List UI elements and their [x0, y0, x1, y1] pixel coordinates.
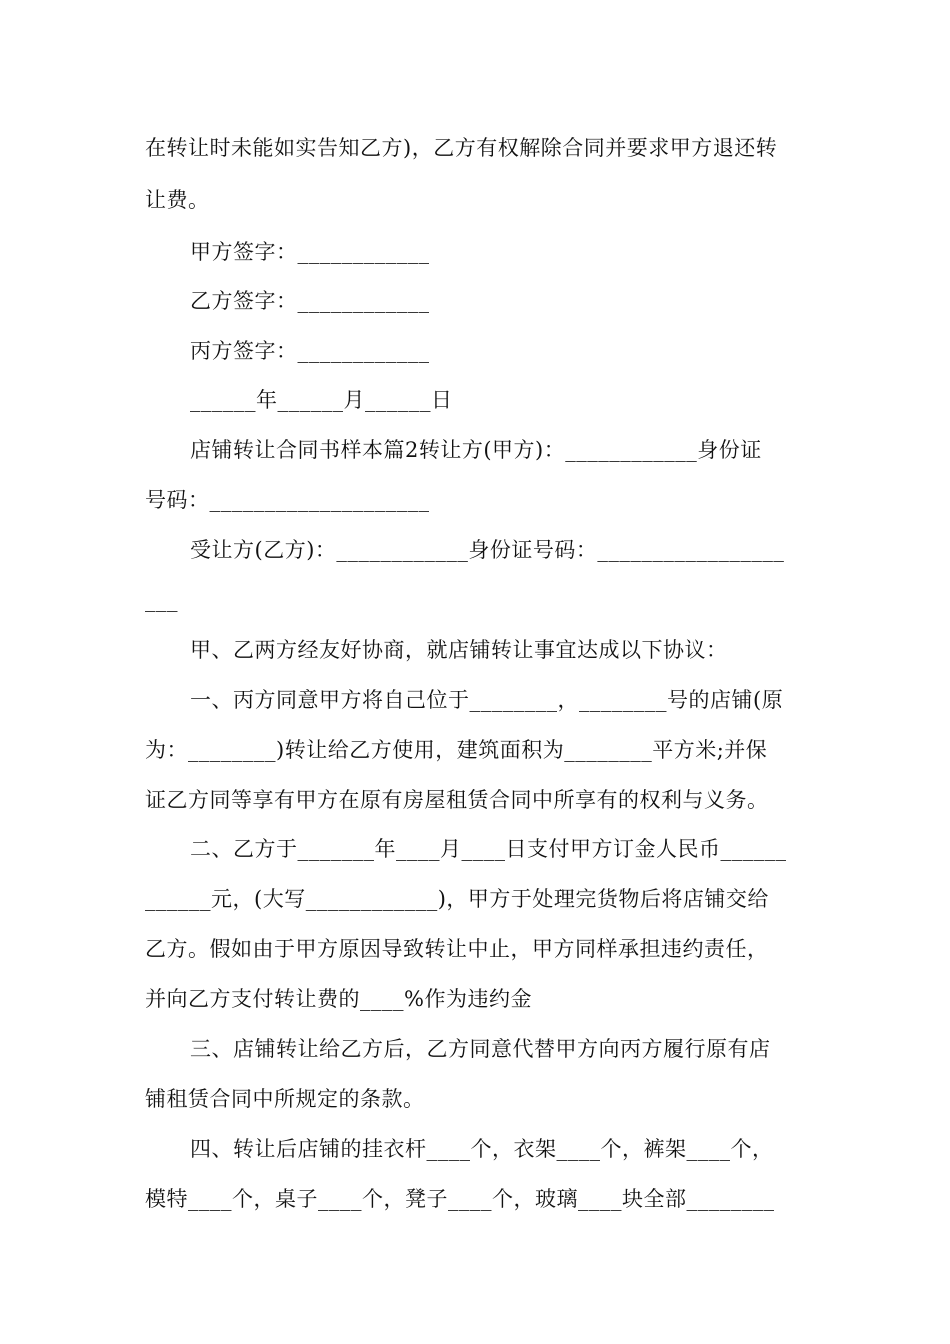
clause-2-line: 乙方。假如由于甲方原因导致转让中止，甲方同样承担违约责任，: [145, 937, 769, 961]
clause-3-line: 三、店铺转让给乙方后，乙方同意代替甲方向丙方履行原有店: [190, 1037, 771, 1061]
clause-1-line: 为：________)转让给乙方使用，建筑面积为________平方米;并保: [145, 738, 768, 762]
body-text-line: 让费。: [145, 188, 210, 212]
party-a-signature-line: 甲方签字：____________: [190, 240, 430, 264]
clause-4-line: 四、转让后店铺的挂衣杆____个，衣架____个，裤架____个，: [190, 1137, 774, 1161]
party-c-signature-line: 丙方签字：____________: [190, 339, 430, 363]
clause-2-line: 并向乙方支付转让费的____%作为违约金: [145, 987, 532, 1011]
clause-4-line: 模特____个，桌子____个，凳子____个，玻璃____块全部________: [145, 1187, 775, 1211]
transferee-line: 受让方(乙方)：____________身份证号码：_________________: [190, 538, 785, 562]
body-text-line: 在转让时未能如实告知乙方)，乙方有权解除合同并要求甲方退还转: [145, 136, 778, 160]
body-text-line: 号码：____________________: [145, 488, 430, 512]
section-heading-line: 店铺转让合同书样本篇2转让方(甲方)：____________身份证: [190, 438, 762, 462]
date-line: ______年______月______日: [190, 388, 453, 412]
agreement-intro: 甲、乙两方经友好协商，就店铺转让事宜达成以下协议：: [190, 638, 728, 662]
party-b-signature-line: 乙方签字：____________: [190, 289, 430, 313]
clause-1-line: 一、丙方同意甲方将自己位于________，________号的店铺(原: [190, 688, 784, 712]
clause-2-line: ______元，(大写____________)，甲方于处理完货物后将店铺交给: [145, 887, 769, 911]
clause-1-line: 证乙方同等享有甲方在原有房屋租赁合同中所享有的权利与义务。: [145, 788, 769, 812]
body-text-line: ___: [145, 588, 178, 612]
clause-2-line: 二、乙方于_______年____月____日支付甲方订金人民币______: [190, 837, 787, 861]
clause-3-line: 铺租赁合同中所规定的条款。: [145, 1087, 425, 1111]
